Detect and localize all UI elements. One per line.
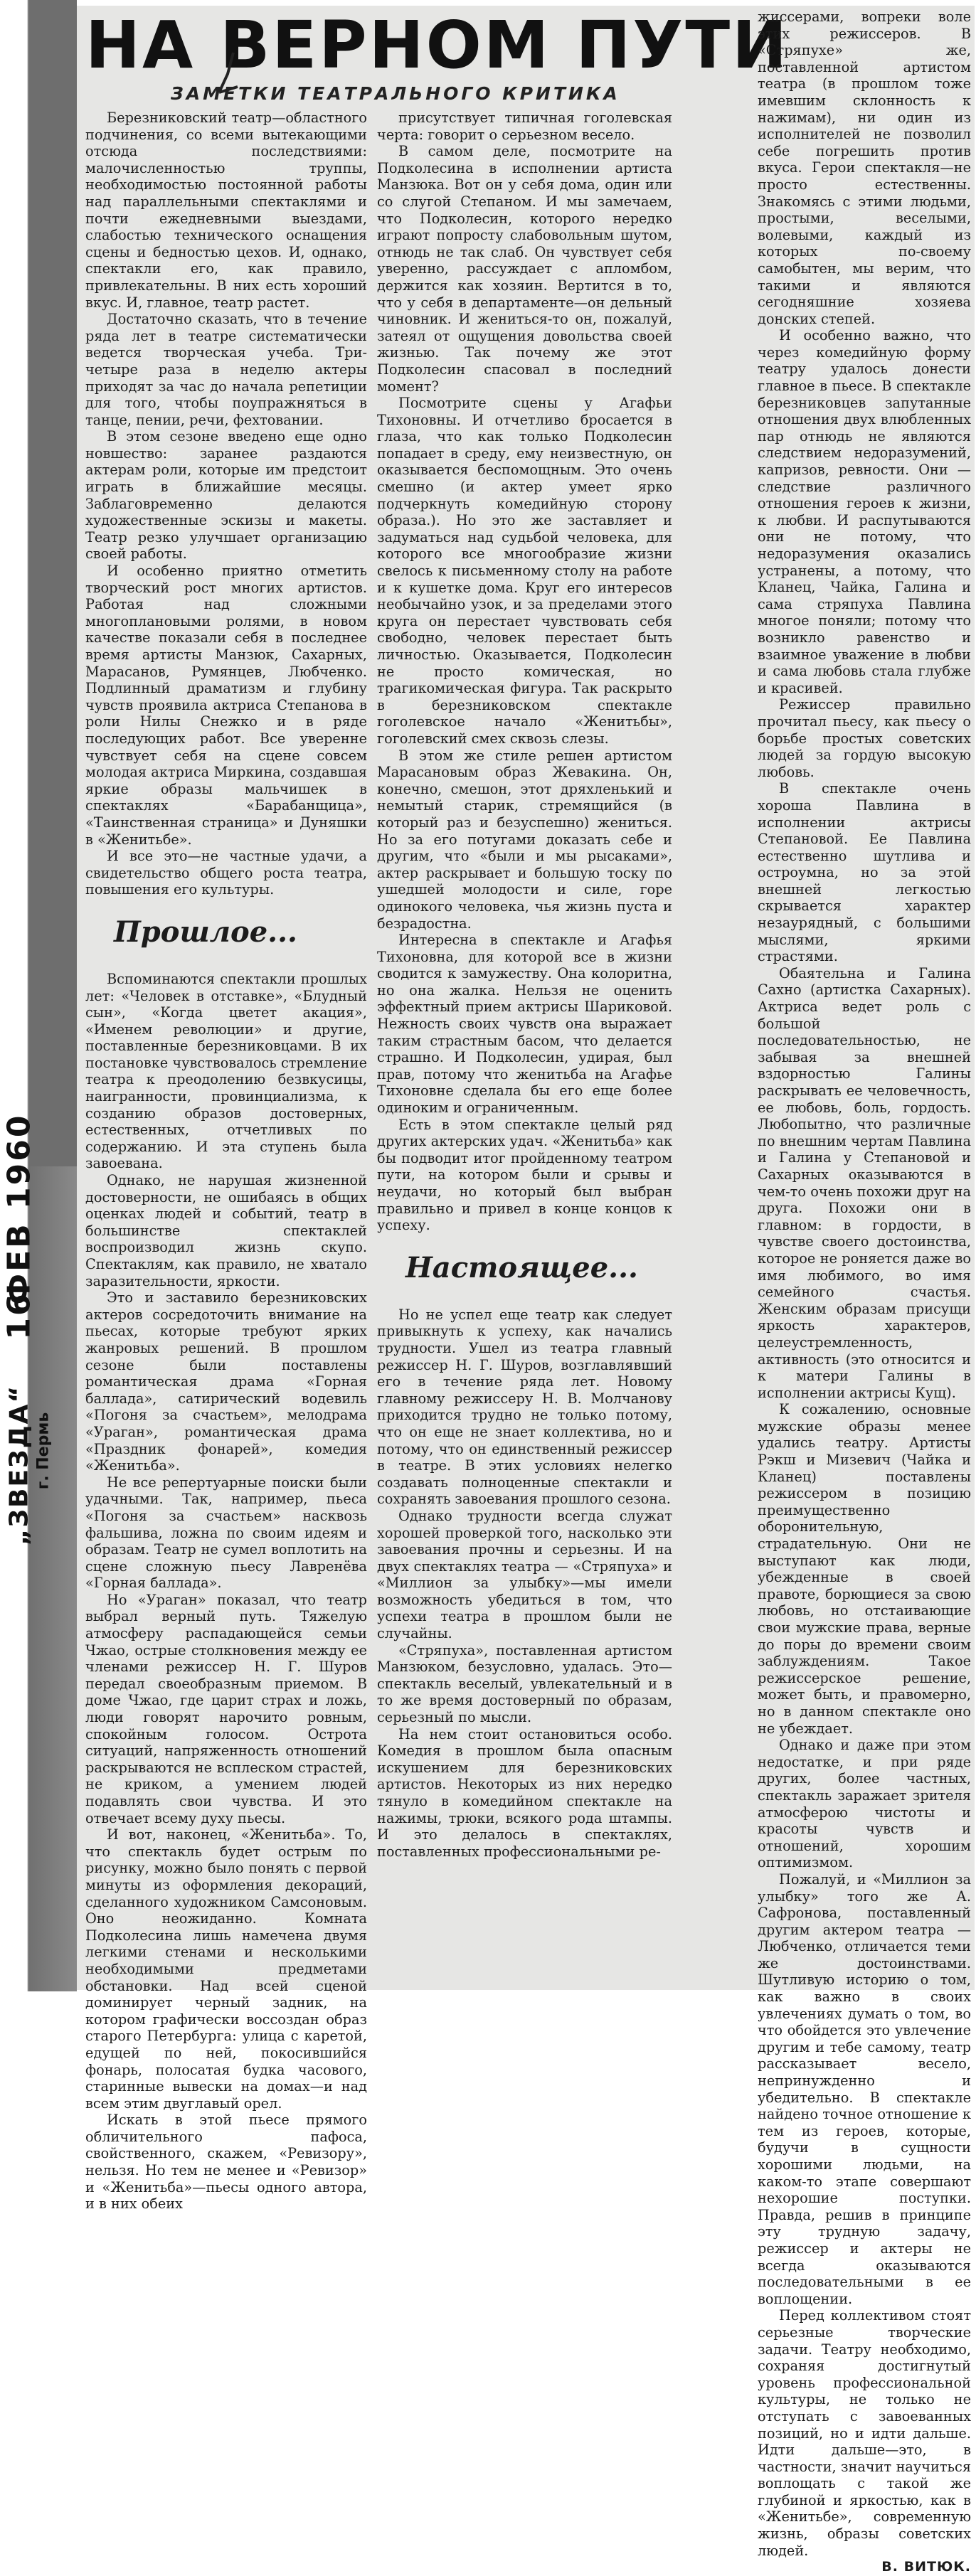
page-margin-shadow: [0, 0, 77, 1991]
paragraph: И особенно важно, что через комедийную форму театру удалось донести главное в пьесе. В спектакле березниковцев запутанные отношения двух влюбленных пар отнюдь не являются следствием недоразумений, капризов, ревности. Они — следствие различного отношения героев к жизни, к любви. И распутываются они не потому, что недоразумения оказались устранены, а потому, что Кланец, Чайка, Галина и сама стряпуха Павлина многое поняли; потому что возникло равенство и взаимное уважение в любви и сама любовь стала глубже и красивей.: [758, 327, 971, 696]
paragraph: Обаятельна и Галина Сахно (артистка Сахарных). Актриса ведет роль с большой последовательностью, не забывая за внешней вздорностью Галины раскрывать ее человечность, ее любовь, боль, гордость. Любопытно, что различные по внешним чертам Павлина и Галина у Степановой и Сахарных оказываются в чем-то очень похожи друг на друга. Похожи они в главном: в гордости, в чувстве своего достоинства, которое не роняется даже во имя любимого, во имя семейного счастья. Женским образам присущи яркость характеров, целеустремленность, активность (это относится и к матери Галины в исполнении актрисы Кущ).: [758, 964, 971, 1401]
paragraph: Это и заставило березниковских актеров сосредоточить внимание на пьесах, которые требуют ярких жанровых решений. В прошлом сезоне были поставлены романтическая драма «Горная баллада», сатирический водевиль «Погоня за счастьем», мелодрама «Ураган», романтическая драма «Праздник фонарей», комедия «Женитьба».: [85, 1289, 367, 1474]
paragraph: Есть в этом спектакле целый ряд других актерских удач. «Женитьба» как бы подводит итог пройденному театром пути, на котором были и срывы и неудачи, но который был выбран правильно и привел в конце концов к успеху.: [377, 1116, 672, 1234]
column-3: [758, 9, 971, 2575]
paragraph: Достаточно сказать, что в течение ряда лет в театре систематически ведется творческая учеба. Три-четыре раза в неделю актеры приходят за час до начала репетиции для того, чтобы поупражняться в танце, пении, речи, фехтовании.: [85, 311, 367, 428]
paragraph: жиссерами, вопреки воле этих режиссеров. В «Стряпухе» же, поставленной артистом театра (в прошлом тоже имевшим склонность к нажимам), ни один из исполнителей не позволил себе погрешить против вкуса. Герои спектакля—не просто естественны. Знакомясь с этими людьми, простыми, веселыми, волевыми, каждый из которых по-своему самобытен, мы верим, что такими и являются сегодняшние хозяева донских степей.: [758, 9, 971, 327]
paragraph: Однако трудности всегда служат хорошей проверкой того, насколько эти завоевания прочны и серьезны. И на двух спектаклях театра — «Стряпуха» и «Миллион за улыбку»—мы имели возможность убедиться в том, что успехи театра в прошлом были не случайны.: [377, 1507, 672, 1642]
paragraph: В этом же стиле решен артистом Марасановым образ Жевакина. Он, конечно, смешон, этот дряхленький и немытый старик, стремящийся (в который раз и безуспешно) жениться. Но за его потугами доказать себе и другим, что «были и мы рысаками», актер раскрывает и большую тоску по ушедшей молодости и силе, горе одинокого человека, чья жизнь пуста и безрадостна.: [377, 747, 672, 932]
stamp-city: г. Пермь: [34, 1412, 53, 1490]
article-subheadline: ЗАМЕТКИ ТЕАТРАЛЬНОГО КРИТИКА: [171, 83, 620, 104]
paragraph: присутствует типичная гоголевская черта: говорит о серьезном весело.: [377, 110, 672, 143]
paragraph: Искать в этой пьесе прямого обличительного пафоса, свойственного, скажем, «Ревизору», нельзя. Но тем не менее и «Ревизор» и «Женитьба»—пьесы одного автора, и в них обеих: [85, 2112, 367, 2213]
paragraph: Интересна в спектакле и Агафья Тихоновна, для которой все в жизни сводится к замужеству. Она колоритна, но она жалка. Нельзя не оценить эффектный прием актрисы Шариковой. Нежность своих чувств она выражает таким страстным басом, что делается страшно. И Подколесин, удирая, был прав, потому что женитьба на Агафье Тихоновне сделала бы его еще более одиноким и ограниченным.: [377, 932, 672, 1117]
paragraph: Вспоминаются спектакли прошлых лет: «Человек в отставке», «Блудный сын», «Когда цветет акация», «Именем революции» и другие, поставленные березниковцами. В их постановке чувствовалось стремление театра к преодолению безвкусицы, наигранности, провинциализма, к созданию образов достоверных, естественных, отчетливых по содержанию. И эта ступень была завоевана.: [85, 970, 367, 1172]
paragraph: Однако и даже при этом недостатке, и при ряде других, более частных, спектакль заражает зрителя атмосферою чистоты и красоты чувств и отношений, хорошим оптимизмом.: [758, 1737, 971, 1871]
paragraph: Посмотрите сцены у Агафьи Тихоновны. И отчетливо бросается в глаза, что как только Подколесин попадает в среду, ему неизвестную, он оказывается беспомощным. Это очень смешно (и актер умеет ярко подчеркнуть комедийную сторону образа.). Но это же заставляет и задуматься над судьбой человека, для которого все многообразие жизни свелось к письменному столу на работе и к кушетке дома. Круг его интересов необычайно узок, и за пределами этого круга он перестает чувствовать себя свободно, человек перестает быть личностью. Оказывается, Подколесин не просто комическая, но трагикомическая фигура. Так раскрыто в березниковском спектакле гоголевское начало «Женитьбы», гоголевский смех сквозь слезы.: [377, 395, 672, 747]
stamp-day: 16: [1, 1292, 38, 1340]
paragraph: Но не успел еще театр как следует привыкнуть к успеху, как начались трудности. Ушел из театра главный режиссер Н. Г. Шуров, возглавлявший его в течение ряда лет. Новому главному режиссеру Н. В. Молчанову приходится трудно не только потому, что он еще не знает коллектива, но и потому, что он единственный режиссер в театре. В этих условиях нелегко создавать полноценные спектакли и сохранять завоевания прошлого сезона.: [377, 1306, 672, 1508]
paragraph: Перед коллективом стоят серьезные творческие задачи. Театру необходимо, сохраняя достигнутый уровень профессиональной культуры, не только не отступать с завоеванных позиций, но и идти дальше. Идти дальше—это, в частности, значит научиться воплощать с такой же глубиной и яркостью, как в «Женитьбе», современную жизнь, образы советских людей.: [758, 2307, 971, 2559]
stamp-date: ФЕВ 1960: [1, 1113, 38, 1305]
paragraph: В этом сезоне введено еще одно новшество: заранее раздаются актерам роли, которые им предстоит играть в ближайшие месяцы. Заблаговременно делаются художественные эскизы и макеты. Театр резко улучшает организацию своей работы.: [85, 428, 367, 563]
paragraph: В самом деле, посмотрите на Подколесина в исполнении артиста Манзюка. Вот он у себя дома, один или со слугой Степаном. И мы замечаем, что Подколесин, которого нередко играют попросту слабовольным шутом, отнюдь не так слаб. Он чувствует себя уверенно, рассуждает с апломбом, держится как хозяин. Вертится в то, что у себя в департаменте—он дельный чиновник. И жениться-то он, пожалуй, затеял от ощущения довольства своей жизнью. Так почему же этот Подколесин спасовал в последний момент?: [377, 143, 672, 395]
paragraph: К сожалению, основные мужские образы менее удались театру. Артисты Рэкш и Мизевич (Чайка и Кланец) поставлены режиссером в позицию преимущественно оборонительную, страдательную. Они не выступают как люди, убежденные в своей правоте, борющиеся за свою любовь, но отстаивающие свои мужские права, верные до поры до времени своим заблуждениям. Такое режиссерское решение, может быть, и правомерно, но в данном спектакле оно не убеждает.: [758, 1401, 971, 1737]
paragraph: Но «Ураган» показал, что театр выбрал верный путь. Тяжелую атмосферу распадающейся семьи Чжао, острые столкновения между ее членами режиссер Н. Г. Шуров передал своеобразным приемом. В доме Чжао, где царит страх и ложь, люди говорят нарочито ровным, спокойным голосом. Острота ситуаций, напряженность отношений раскрываются не всплеском страстей, не криком, а умением людей подавлять свои чувства. И это отвечает всему духу пьесы.: [85, 1591, 367, 1826]
article-headline: НА ВЕРНОМ ПУТИ: [85, 7, 790, 83]
section-heading-past: Прошлое...: [114, 915, 297, 949]
author-signature: В. ВИТЮК.: [881, 2559, 971, 2575]
paragraph: «Стряпуха», поставленная артистом Манзюком, безусловно, удалась. Это—спектакль веселый, увлекательный и в то же время достоверный по образам, серьезный по мысли.: [377, 1641, 672, 1726]
paragraph: Пожалуй, и «Миллион за улыбку» того же А. Сафронова, поставленный другим актером театра — Любченко, отличается теми же достоинствами. Шутливую историю о том, как важно в своих увлечениях думать о том, во что обойдется это увлечение другим и тебе самому, театр рассказывает весело, непринужденно и убедительно. В спектакле найдено точное отношение к тем из героев, которые, будучи в сущности хорошими людьми, на каком-то этапе совершают нехорошие поступки. Правда, решив в принципе эту трудную задачу, режиссер и актеры не всегда оказываются последовательными в ее воплощении.: [758, 1870, 971, 2307]
paragraph: Березниковский театр—областного подчинения, со всеми вытекающими отсюда последствиями: малочисленностью труппы, необходимостью постоянной работы над параллельными спектаклями и почти ежедневными выездами, слабостью технического оснащения сцены и бедностью цехов. И, однако, спектакли его, как правило, привлекательны. В них есть хороший вкус. И, главное, театр растет.: [85, 110, 367, 311]
column-1: [85, 110, 367, 2213]
paragraph: В спектакле очень хороша Павлина в исполнении актрисы Степановой. Ее Павлина естественно шутлива и остроумна, но за этой внешней легкостью скрывается характер незаурядный, с большими мыслями, яркими страстями.: [758, 780, 971, 965]
paragraph: И особенно приятно отметить творческий рост многих артистов. Работая над сложными многоплановыми ролями, в новом качестве показали себя в последнее время артисты Манзюк, Сахарных, Марасанов, Румянцев, Любченко. Подлинный драматизм и глубину чувств проявила актриса Степанова в роли Нилы Снежко и в ряде последующих работ. Все уверенне чувствует себя на сцене совсем молодая актриса Миркина, создавшая яркие образы мальчишек в спектаклях «Барабанщица», «Таинственная страница» и Дуняшки в «Женитьбе».: [85, 563, 367, 848]
scan-shadow: [28, 0, 77, 1166]
section-heading-present: Настоящее...: [405, 1250, 638, 1284]
paragraph: Режиссер правильно прочитал пьесу, как пьесу о борьбе простых советских людей за гордую высокую любовь.: [758, 696, 971, 780]
paragraph: И вот, наконец, «Женитьба». То, что спектакль будет острым по рисунку, можно было понять с первой минуты из оформления декораций, сделанного художником Самсоновым. Оно неожиданно. Комната Подколесина лишь намечена двумя легкими стенами и несколькими необходимыми предметами обстановки. Над всей сценой доминирует черный задник, на котором графически воссоздан образ старого Петербурга: улица с каретой, едущей по ней, покосившийся фонарь, полосатая будка часового, старинные вывески на домах—и над всем этим двуглавый орел.: [85, 1826, 367, 2112]
paragraph: И все это—не частные удачи, а свидетельство общего роста театра, повышения его культуры.: [85, 848, 367, 898]
archive-stamp: [1, 1113, 53, 1550]
column-2: [377, 110, 672, 1860]
paragraph: На нем стоит остановиться особо. Комедия в прошлом была опасным искушением для березниковских артистов. Некоторых из них нередко тянуло в комедийном спектакле на нажимы, трюки, всякого рода штампы. И это делалось в спектаклях, поставленных профессиональными ре-: [377, 1725, 672, 1860]
stamp-newspaper: „ЗВЕЗДА“: [4, 1384, 34, 1546]
paragraph: Не все репертуарные поиски были удачными. Так, например, пьеса «Погоня за счастьем» насквозь фальшива, ложна по своим идеям и образам. Театр не сумел воплотить на сцене сложную пьесу Лавренёва «Горная баллада».: [85, 1474, 367, 1592]
paragraph: Однако, не нарушая жизненной достоверности, не ошибаясь в общих оценках людей и событий, театр в большинстве спектаклей воспроизводил жизнь скупо. Спектаклям, как правило, не хватало заразительности, яркости.: [85, 1172, 367, 1289]
